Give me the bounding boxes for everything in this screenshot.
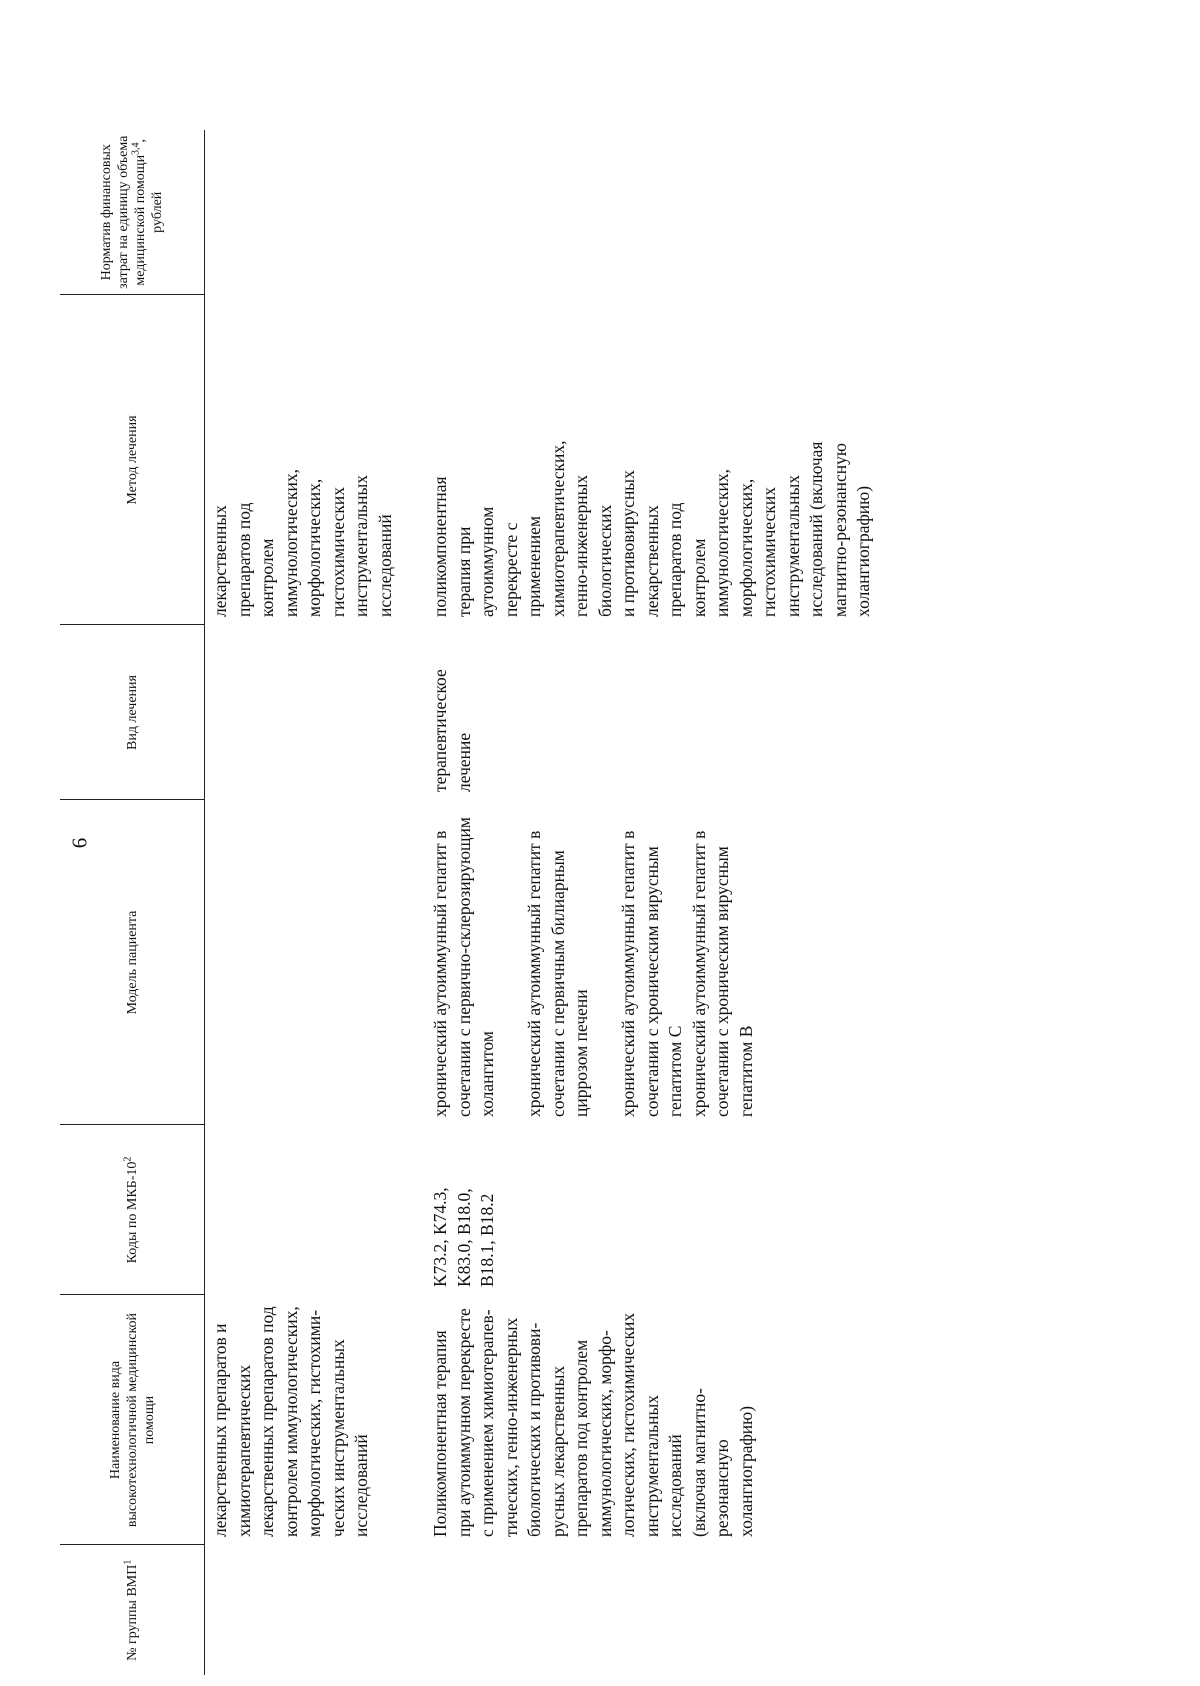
- cell-patient-model: [205, 800, 398, 1125]
- cell-vmp-name: лекарственных препаратов и химиотерапевтических лекарственных препаратов под контролем иммунологических, морфологических, гистохими- ческих инструментальных исследований: [210, 1306, 371, 1537]
- header-norm: Норматив финансовых затрат на единицу объема медицинской помощи$^{3,4}$, рублей: [60, 130, 205, 295]
- cell-norm: [205, 130, 398, 295]
- header-treatment-method: Метод лечения: [60, 295, 205, 625]
- cell-patient-model: хронический аутоиммунный гепатит в сочетании с первично-склерозирующим холангитом хронический аутоиммунный гепатит в сочетании с первичным билиарным циррозом печени хронический аутоиммунный гепатит в сочетании с хроническим вирусным гепатитом C хронический аутоиммунный гепатит в сочетании с хроническим вирусным гепатитом B: [430, 817, 756, 1117]
- header-patient-model: Модель пациента: [60, 800, 205, 1125]
- cell-treatment-method: лекарственных препаратов под контролем иммунологических, морфологических, гистохимических инструментальных исследований: [210, 469, 395, 617]
- cell-treatment-method: поликомпонентная терапия при аутоиммунном перекресте с применением химиотерапевтических, генно-инженерных биологических и противовирусных лекарственных препаратов под контролем иммунологических, морфологических, гистохимических инструментальных исследований (включая магнитно-резонансную холангиографию): [430, 440, 873, 617]
- cell-norm: [425, 130, 876, 295]
- cell-group-no: [205, 1545, 398, 1675]
- table-row: [425, 130, 876, 1675]
- page-number: 6: [67, 837, 92, 849]
- cell-icd-codes: [205, 1125, 398, 1295]
- table-row: [205, 130, 398, 1675]
- header-icd-codes: Коды по МКБ-$10^2$: [60, 1125, 205, 1295]
- header-treatment-type: Вид лечения: [60, 625, 205, 800]
- cell-treatment-type: терапевтическое лечение: [430, 669, 474, 792]
- cell-icd-codes: K73.2, K74.3, K83.0, B18.0, B18.1, B18.2: [430, 1187, 497, 1287]
- cell-vmp-name: Поликомпонентная терапия при аутоиммунном перекресте с применением химиотерапев- тических, генно-инженерных биологических и противови- русных лекарственных препаратов под контролем иммунологических, морфо- логических, гистохимических инструментальных исследований (включая магнитно-резонансную холангиографию): [430, 1308, 756, 1537]
- header-vmp-name: Наименование вида высокотехнологичной медицинской помощи: [60, 1295, 205, 1545]
- cell-group-no: [425, 1545, 876, 1675]
- vmp-table: [60, 130, 876, 1675]
- rotated-page: [60, 130, 1140, 1675]
- table-header: [60, 130, 205, 1675]
- header-group-no: № группы ВМП$^1$: [60, 1545, 205, 1675]
- cell-treatment-type: [205, 625, 398, 800]
- row-spacer: [397, 130, 425, 1675]
